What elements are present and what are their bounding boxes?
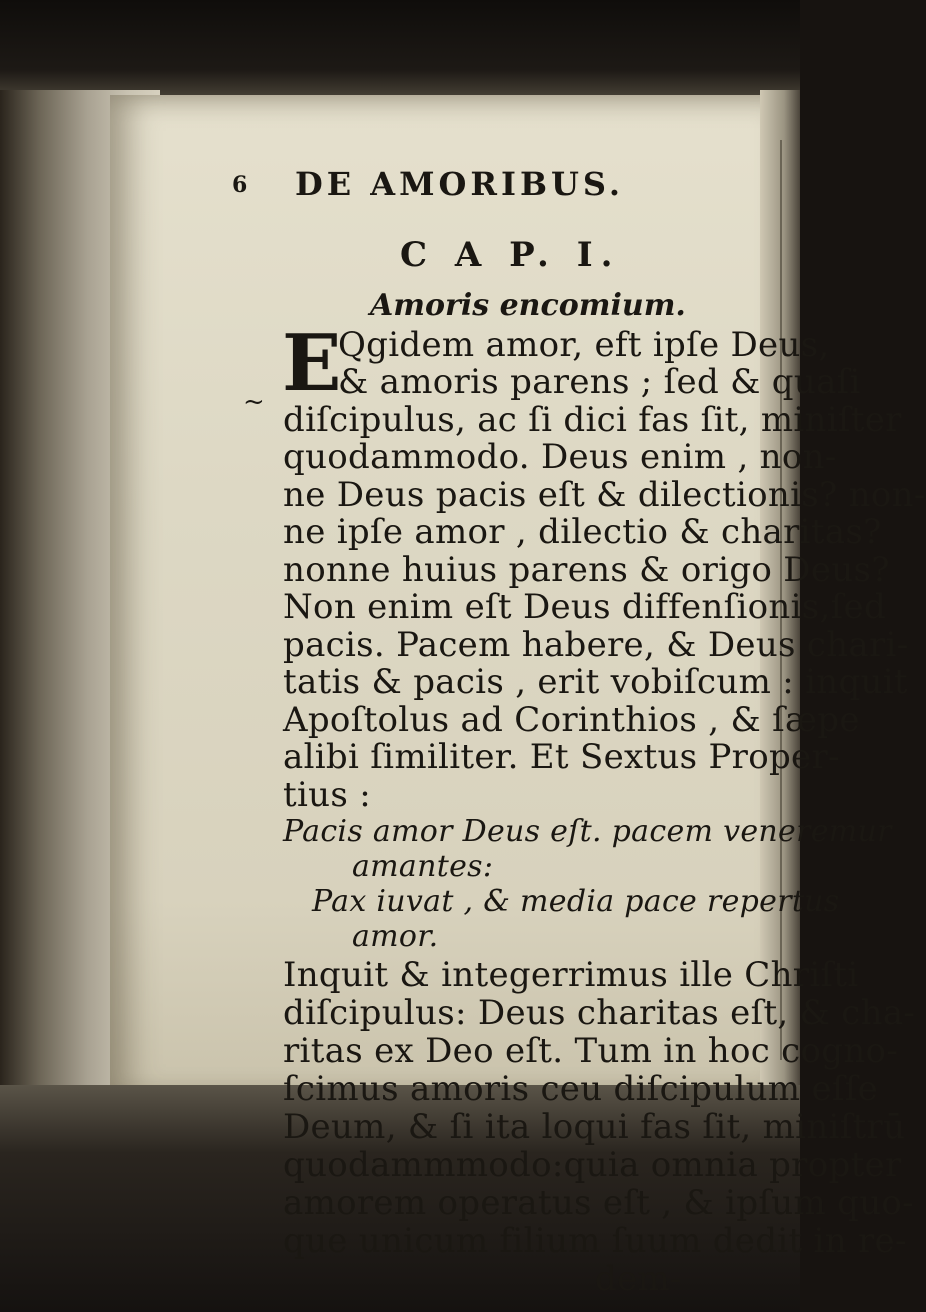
text-line: tius : <box>283 775 371 815</box>
chapter-subtitle: Amoris encomium. <box>370 288 686 323</box>
text-line: amorem operatus eſt , & ipſum quo- <box>283 1183 914 1223</box>
margin-mark: ~ <box>243 387 265 417</box>
text-line: ne ipſe amor , dilectio & charitas? <box>283 512 882 552</box>
text-line: Apoſtolus ad Corinthios , & ſæpe <box>283 700 860 740</box>
verse-line: Pacis amor Deus eſt. pacem veneremur <box>283 814 892 849</box>
text-line: tatis & pacis , erit vobiſcum : inquit <box>283 662 908 702</box>
text-line: ritas ex Deo eſt. Tum in hoc cogno- <box>283 1031 899 1071</box>
text-line: alibi ſimiliter. Et Sextus Proper- <box>283 737 840 777</box>
text-line: que unicum filium ſuum dedit in re- <box>283 1221 907 1261</box>
verse-line: amor. <box>352 919 439 954</box>
text-line: Deum, & ſi ita loqui fas ſit, miniſtrū <box>283 1107 906 1147</box>
text-line: nonne huius parens & origo Deus? <box>283 550 890 590</box>
drop-cap: E <box>282 318 342 409</box>
catchword: dem- <box>595 1259 682 1299</box>
text-line: diſcipulus: Deus charitas eſt, & cha- <box>283 993 916 1033</box>
running-head: DE AMORIBUS. <box>295 165 625 203</box>
text-line: & amoris parens ; ſed & quaſi <box>338 362 861 402</box>
text-line: ſcimus amoris ceu diſcipulum eſſe <box>283 1069 879 1109</box>
text-line: Non enim eſt Deus diffenſionis,ſed <box>283 587 887 627</box>
text-line: quodammodo. Deus enim , non- <box>283 437 837 477</box>
text-line: pacis. Pacem habere, & Deus chari- <box>283 625 909 665</box>
verse-line: Pax iuvat , & media pace repertus <box>312 884 840 919</box>
page-number: 6 <box>232 172 248 198</box>
text-line: Qgidem amor, eft ipſe Deus, <box>338 325 830 365</box>
chapter-heading: C A P. I. <box>400 235 621 275</box>
text-line: diſcipulus, ac ſi dici fas ſit, miniſter <box>283 400 902 440</box>
text-line: Inquit & integerrimus ille Chriſti <box>283 955 859 995</box>
text-line: ne Deus pacis eſt & dilectionis? non- <box>283 475 926 515</box>
verse-line: amantes: <box>352 849 494 884</box>
text-line: quodammmodo:quia omnia propter <box>283 1145 902 1185</box>
